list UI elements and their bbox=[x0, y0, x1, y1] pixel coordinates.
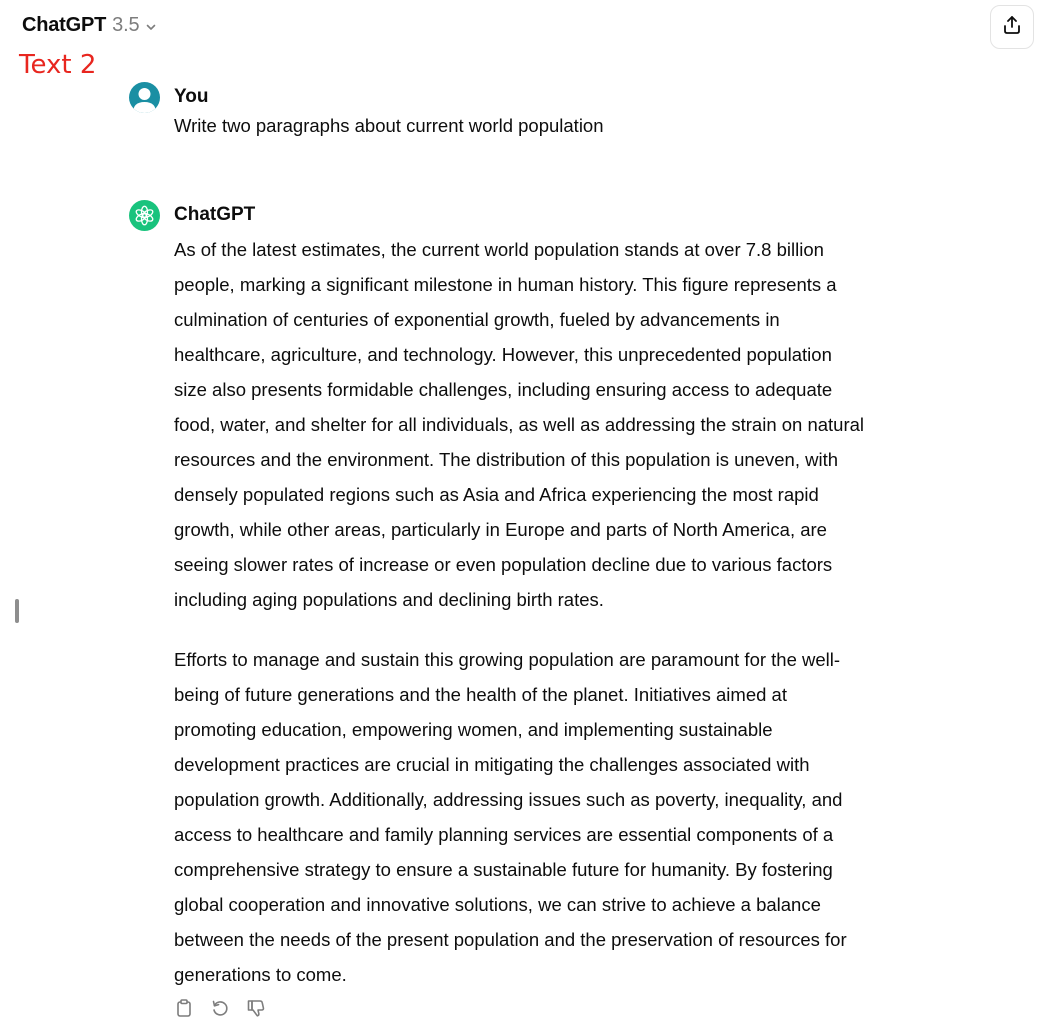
openai-logo-icon bbox=[129, 200, 160, 231]
regenerate-icon bbox=[210, 998, 230, 1023]
response-line: including aging populations and declining birth rates. bbox=[174, 589, 604, 610]
response-line: global cooperation and innovative solutions, we can strive to achieve a balance bbox=[174, 894, 821, 915]
user-avatar-icon bbox=[129, 82, 160, 113]
response-line: Efforts to manage and sustain this growing population are paramount for the well- bbox=[174, 649, 841, 670]
share-icon bbox=[1001, 14, 1023, 41]
response-line: being of future generations and the health of the planet. Initiatives aimed at bbox=[174, 684, 787, 705]
response-line: culmination of centuries of exponential growth, fueled by advancements in bbox=[174, 309, 780, 330]
copy-button[interactable] bbox=[174, 1000, 193, 1021]
share-button[interactable] bbox=[990, 5, 1034, 49]
response-line: comprehensive strategy to ensure a sustainable future for humanity. By fostering bbox=[174, 859, 833, 880]
model-version: 3.5 bbox=[112, 14, 140, 36]
response-actions bbox=[174, 1000, 265, 1021]
response-line: between the needs of the present population and the preservation of resources for bbox=[174, 929, 847, 950]
regenerate-button[interactable] bbox=[210, 1000, 229, 1021]
response-paragraph bbox=[174, 642, 919, 992]
annotation-label: Text 2 bbox=[19, 50, 97, 80]
assistant-response bbox=[174, 232, 919, 992]
response-line: resources and the environment. The distribution of this population is uneven, with bbox=[174, 449, 838, 470]
response-line: densely populated regions such as Asia and Africa experiencing the most rapid bbox=[174, 484, 819, 505]
response-line: generations to come. bbox=[174, 964, 347, 985]
response-line: promoting education, empowering women, and implementing sustainable bbox=[174, 719, 773, 740]
dislike-button[interactable] bbox=[246, 1000, 265, 1021]
response-line: access to healthcare and family planning services are essential components of a bbox=[174, 824, 834, 845]
response-line: size also presents formidable challenges, including ensuring access to adequate bbox=[174, 379, 833, 400]
user-author-label: You bbox=[174, 86, 209, 107]
chevron-down-icon bbox=[145, 21, 157, 33]
sidebar-drag-handle[interactable] bbox=[15, 599, 19, 623]
response-line: people, marking a significant milestone in human history. This figure represents a bbox=[174, 274, 837, 295]
response-line: seeing slower rates of increase or even population decline due to various factors bbox=[174, 554, 833, 575]
copy-icon bbox=[175, 998, 193, 1023]
response-line: population growth. Additionally, addressing issues such as poverty, inequality, and bbox=[174, 789, 843, 810]
response-line: development practices are crucial in mitigating the challenges associated with bbox=[174, 754, 810, 775]
response-paragraph bbox=[174, 232, 919, 617]
model-name: ChatGPT bbox=[22, 14, 107, 36]
user-message-text: Write two paragraphs about current world population bbox=[174, 115, 604, 136]
response-line: healthcare, agriculture, and technology. However, this unprecedented population bbox=[174, 344, 832, 365]
thumbs-down-icon bbox=[246, 998, 266, 1023]
model-switcher[interactable] bbox=[22, 14, 157, 37]
response-line: growth, while other areas, particularly in Europe and parts of North America, are bbox=[174, 519, 827, 540]
response-line: food, water, and shelter for all individuals, as well as addressing the strain on natural bbox=[174, 414, 865, 435]
assistant-author-label: ChatGPT bbox=[174, 204, 256, 225]
response-line: As of the latest estimates, the current world population stands at over 7.8 billion bbox=[174, 239, 824, 260]
